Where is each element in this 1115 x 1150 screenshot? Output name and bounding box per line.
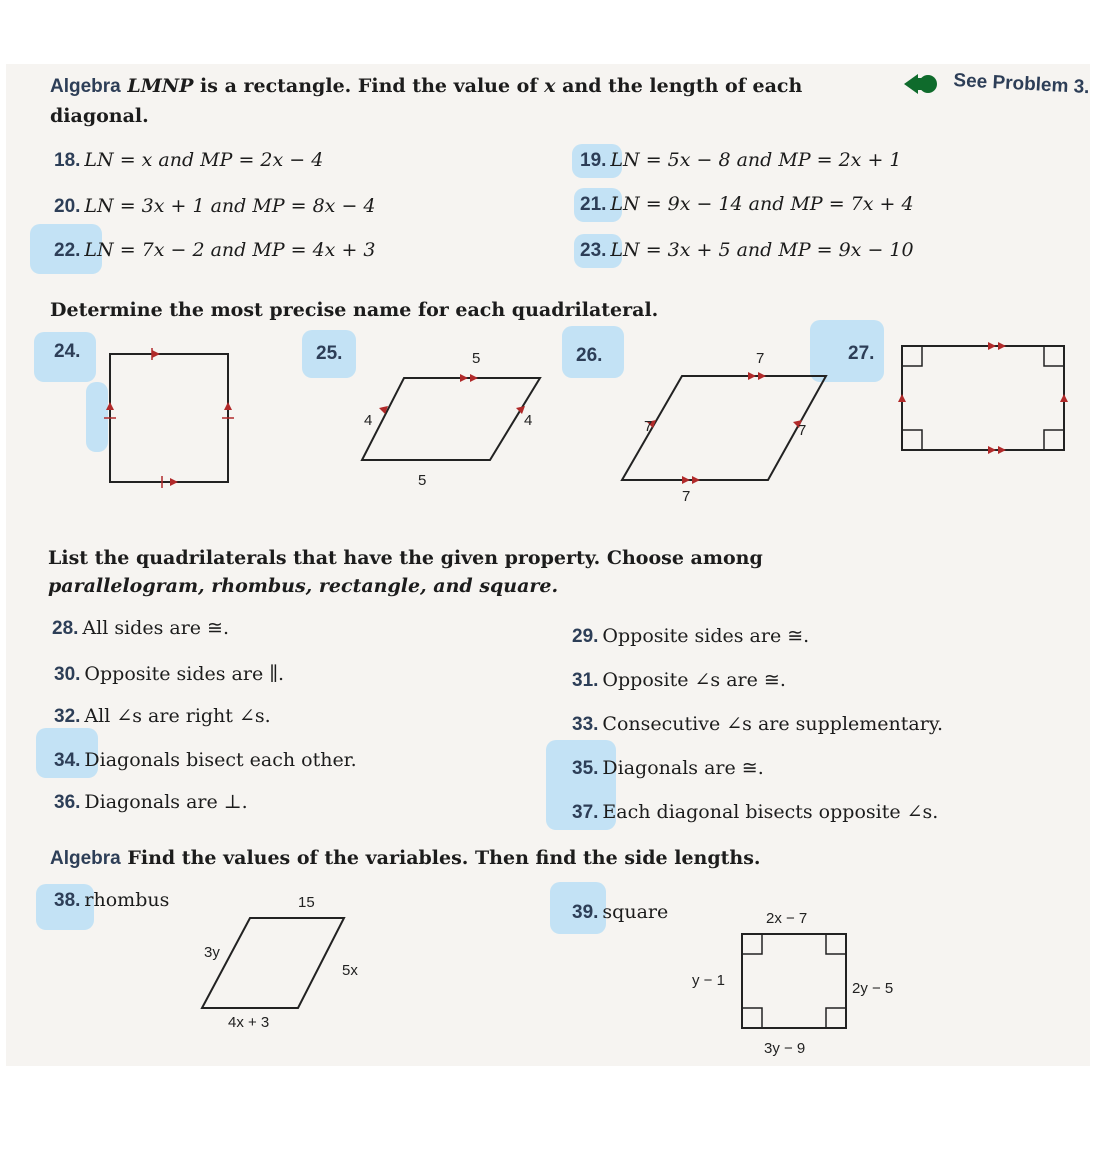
- problem-text: All ∠s are right ∠s.: [84, 705, 271, 727]
- problem-text: Diagonals bisect each other.: [84, 749, 357, 771]
- problem-number: 32.: [54, 706, 81, 727]
- problem-34: [54, 748, 357, 773]
- problem-number: 18.: [54, 150, 81, 171]
- fig38-left-label: 3y: [204, 944, 220, 961]
- figure-25-quadrilateral: [360, 376, 550, 466]
- problem-22: [54, 238, 376, 263]
- problem-number: 35.: [572, 758, 599, 779]
- problem-text: LN = x and MP = 2x − 4: [84, 149, 324, 171]
- textbook-page: [6, 64, 1090, 1066]
- fig25-top-label: 5: [472, 350, 481, 367]
- fig39-top-label: 2x − 7: [766, 910, 808, 927]
- fig25-right-label: 4: [524, 412, 533, 429]
- fig39-right-label: 2y − 5: [852, 980, 894, 997]
- fig39-bottom-label: 3y − 9: [764, 1040, 806, 1057]
- problem-number: 19.: [580, 150, 607, 171]
- problem-number: 34.: [54, 750, 81, 771]
- problem-36: [54, 790, 248, 815]
- problem-number: 22.: [54, 240, 81, 261]
- problem-18: [54, 148, 323, 173]
- problem-text: LN = 7x − 2 and MP = 4x + 3: [84, 239, 376, 261]
- problem-number: 30.: [54, 664, 81, 685]
- problem-number: 39.: [572, 902, 599, 923]
- problem-text: LN = 3x + 5 and MP = 9x − 10: [610, 239, 914, 261]
- algebra-instruction: [50, 846, 761, 871]
- figure-38-rhombus: [200, 916, 350, 1010]
- problem-19: [580, 148, 902, 173]
- problem-number: 20.: [54, 196, 81, 217]
- problem-number: 37.: [572, 802, 599, 823]
- heading-text-c: and the length of each: [555, 75, 803, 97]
- section-heading: [50, 74, 802, 99]
- problem-29: [572, 624, 809, 649]
- algebra-instruction-text: Find the values of the variables. Then find the side lengths.: [127, 847, 761, 869]
- problem-39: [572, 900, 668, 925]
- figure-27-quadrilateral: [900, 344, 1070, 454]
- problem-32: [54, 704, 271, 729]
- see-problem-label: See Problem 3.: [952, 70, 1090, 99]
- problem-23: [580, 238, 914, 263]
- item-26: 26.: [576, 345, 603, 366]
- problem-text: rhombus: [84, 889, 170, 911]
- problem-text: Opposite ∠s are ≅.: [602, 669, 786, 691]
- problem-28: [52, 616, 229, 641]
- problem-number: 31.: [572, 670, 599, 691]
- heading-lmnp: LMNP: [127, 75, 194, 97]
- problem-text: All sides are ≅.: [82, 617, 230, 639]
- problem-number: 29.: [572, 626, 599, 647]
- heading-text-b: is a rectangle. Find the value of: [193, 75, 545, 97]
- fig26-top-label: 7: [756, 350, 765, 367]
- item-27: 27.: [848, 343, 875, 364]
- problem-number: 38.: [54, 890, 81, 911]
- arrow-left-icon: [904, 74, 938, 94]
- property-choices: parallelogram, rhombus, rectangle, and square.: [48, 575, 559, 597]
- fig38-top-label: 15: [298, 894, 315, 911]
- fig26-right-label: 7: [798, 422, 807, 439]
- problem-30: [54, 662, 284, 687]
- fig38-right-label: 5x: [342, 962, 358, 979]
- problem-text: Opposite sides are ∥.: [84, 663, 285, 685]
- problem-text: LN = 9x − 14 and MP = 7x + 4: [610, 193, 914, 215]
- problem-21: [580, 192, 914, 217]
- problem-text: square: [602, 901, 669, 923]
- heading-line-2: diagonal.: [50, 105, 149, 127]
- heading-x: x: [544, 75, 556, 97]
- problem-38: [54, 888, 169, 913]
- property-instruction: List the quadrilaterals that have the given property. Choose among: [48, 547, 763, 569]
- fig26-left-label: 7: [644, 418, 653, 435]
- fig25-left-label: 4: [364, 412, 373, 429]
- problem-35: [572, 756, 764, 781]
- problem-number: 36.: [54, 792, 81, 813]
- fig38-bottom-label: 4x + 3: [228, 1014, 270, 1031]
- problem-number: 33.: [572, 714, 599, 735]
- problem-31: [572, 668, 786, 693]
- algebra-label: Algebra: [50, 848, 121, 869]
- problem-text: Consecutive ∠s are supplementary.: [602, 713, 944, 735]
- problem-text: Diagonals are ≅.: [602, 757, 764, 779]
- problem-text: LN = 3x + 1 and MP = 8x − 4: [84, 195, 376, 217]
- problem-text: LN = 5x − 8 and MP = 2x + 1: [610, 149, 902, 171]
- problem-number: 21.: [580, 194, 607, 215]
- problem-text: Diagonals are ⊥.: [84, 791, 248, 813]
- fig39-left-label: y − 1: [692, 972, 725, 989]
- problem-number: 28.: [52, 618, 79, 639]
- figure-24-quadrilateral: [100, 346, 230, 486]
- quad-instruction: Determine the most precise name for each quadrilateral.: [50, 299, 659, 321]
- figure-39-square: [740, 932, 850, 1032]
- item-24: 24.: [54, 341, 81, 362]
- fig26-bottom-label: 7: [682, 488, 691, 505]
- problem-text: Opposite sides are ≅.: [602, 625, 810, 647]
- problem-text: Each diagonal bisects opposite ∠s.: [602, 801, 939, 823]
- problem-20: [54, 194, 376, 219]
- item-25: 25.: [316, 343, 343, 364]
- algebra-label: Algebra: [50, 76, 121, 97]
- problem-33: [572, 712, 943, 737]
- fig25-bottom-label: 5: [418, 472, 427, 489]
- problem-37: [572, 800, 938, 825]
- problem-number: 23.: [580, 240, 607, 261]
